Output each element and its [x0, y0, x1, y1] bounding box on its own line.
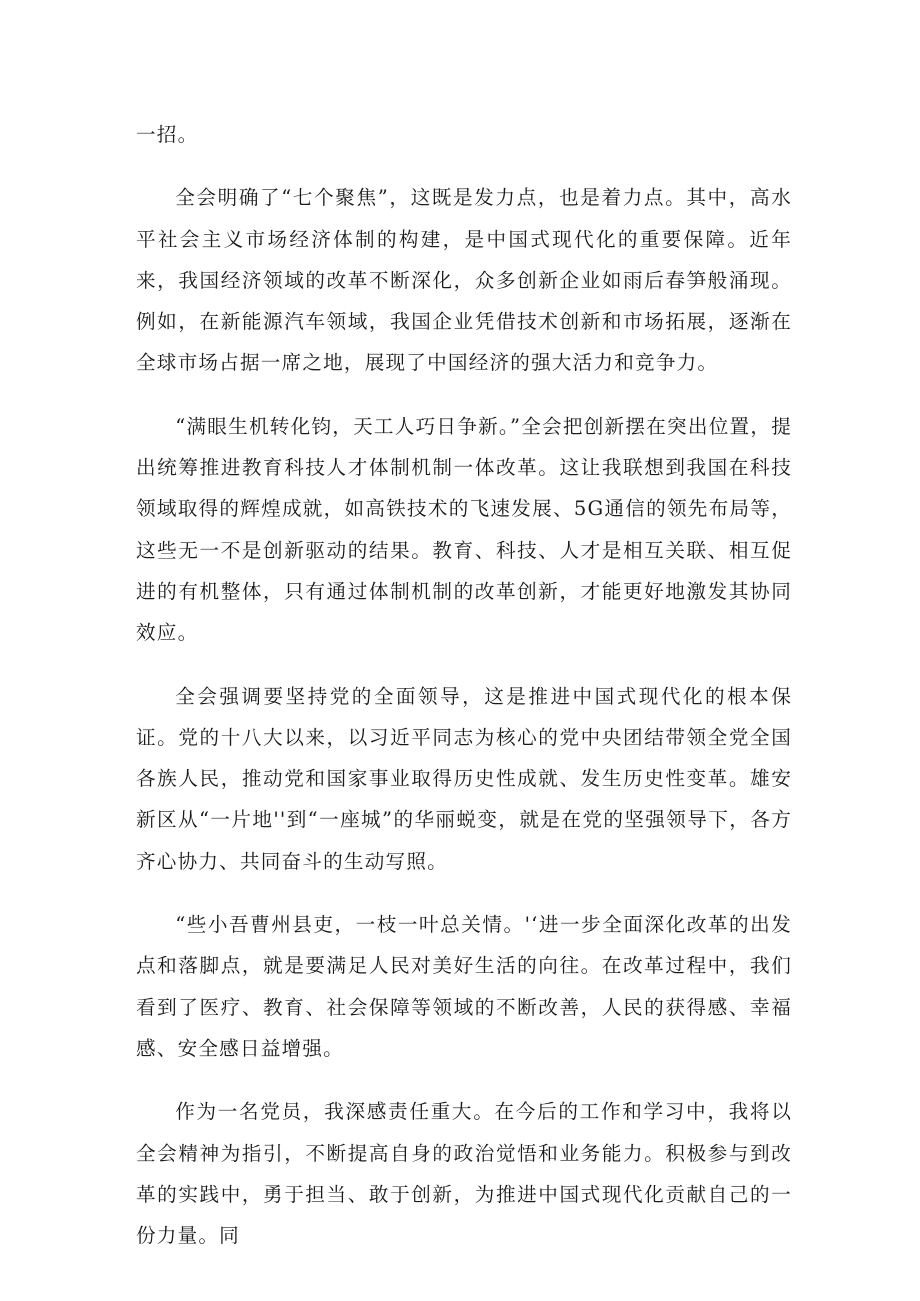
paragraph-1: 一招。	[136, 123, 199, 146]
paragraph-6: 作为一名党员，我深感责任重大。在今后的工作和学习中，我将以全会精神为指引，不断提高自身的政治觉悟和业务能力。积极参与到改革的实践中，勇于担当、敢于创新，为推进中国式现代化贡献自己的一份力量。同	[136, 1100, 792, 1248]
paragraph-4: 全会强调要坚持党的全面领导，这是推进中国式现代化的根本保证。党的十八大以来，以习近平同志为核心的党中央团结带领全党全国各族人民，推动党和国家事业取得历史性成就、发生历史性变革。雄安新区从“一片地''到“一座城”的华丽蜕变，就是在党的坚强领导下，各方齐心协力、共同奋斗的生动写照。	[136, 684, 792, 873]
paragraph-5: “些小吾曹州县吏，一枝一叶总关情。'‘进一步全面深化改革的出发点和落脚点，就是要满足人民对美好生活的向往。在改革过程中，我们看到了医疗、教育、社会保障等领域的不断改善，人民的获得感、幸福感、安全感日益增强。	[136, 913, 792, 1060]
document-body	[136, 114, 792, 1278]
paragraph-2: 全会明确了“七个聚焦”，这既是发力点，也是着力点。其中，高水平社会主义市场经济体制的构建，是中国式现代化的重要保障。近年来，我国经济领域的改革不断深化，众多创新企业如雨后春笋般涌现。例如，在新能源汽车领域，我国企业凭借技术创新和市场拓展，逐渐在全球市场占据一席之地，展现了中国经济的强大活力和竞争力。	[136, 186, 792, 375]
paragraph-3: “满眼生机转化钧，天工人巧日争新。”全会把创新摆在突出位置，提出统筹推进教育科技人才体制机制一体改革。这让我联想到我国在科技领域取得的辉煌成就，如高铁技术的飞速发展、5G通信的领先布局等，这些无一不是创新驱动的结果。教育、科技、人才是相互关联、相互促进的有机整体，只有通过体制机制的改革创新，才能更好地激发其协同效应。	[136, 414, 792, 645]
